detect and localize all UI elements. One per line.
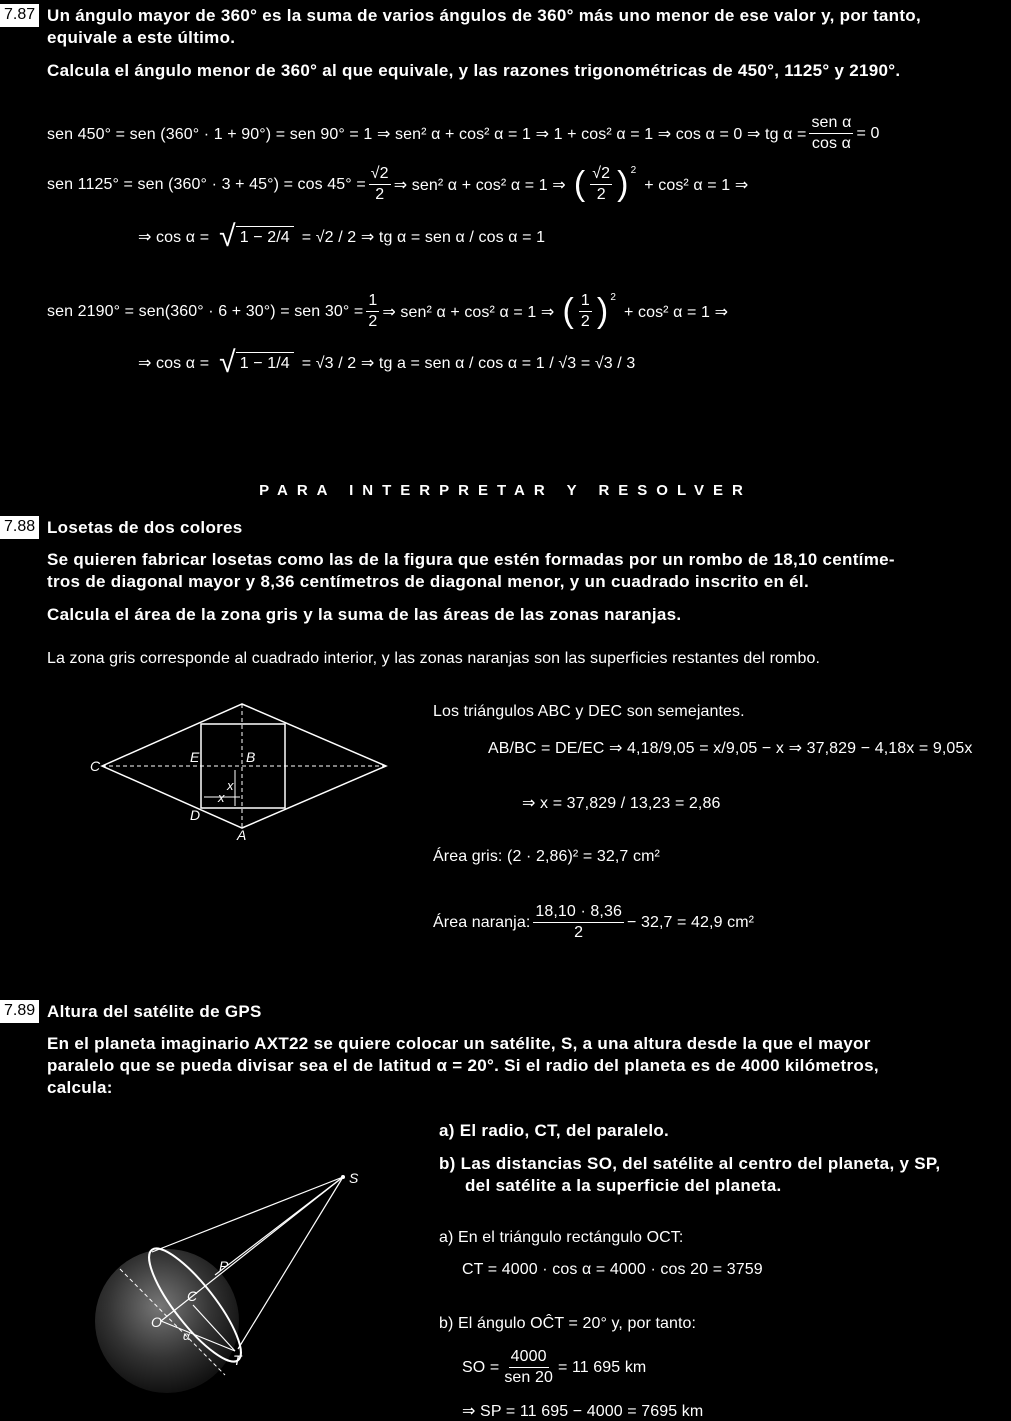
fraction-sqrt2-over-2-b — [590, 165, 612, 204]
math-450-end: = 0 — [856, 124, 880, 142]
planet — [95, 1249, 239, 1393]
statement-788-line1: Se quieren fabricar losetas como las de la figura que estén formadas por un rombo de 18,10 centíme- — [47, 550, 895, 569]
frac-den: 2 — [580, 313, 590, 330]
question-788: Calcula el área de la zona gris y la suma de las áreas de las zonas naranjas. — [47, 605, 682, 624]
frac-num: √2 — [590, 165, 612, 185]
fraction-one-half-b — [579, 292, 592, 331]
math-cos-1125-result: = √2 / 2 ⇒ tg α = sen α / cos α = 1 — [301, 229, 546, 246]
label-A: A — [237, 827, 247, 843]
sqrt-radicand: 1 − 1/4 — [236, 352, 294, 375]
tangent-bottom — [238, 1177, 343, 1349]
so-result: = 11 695 km — [557, 1358, 647, 1376]
math-cos-2190-result: = √3 / 2 ⇒ tg a = sen α / cos α = 1 / √3 = √3 / 3 — [301, 355, 636, 372]
proportion-equation: AB/BC = DE/EC ⇒ 4,18/9,05 = x/9,05 − x ⇒ 37,829 − 4,18x = 9,05x — [488, 740, 973, 757]
frac-den: 2 — [375, 186, 385, 203]
frac-num: √2 — [369, 165, 391, 185]
math-450-text: sen 450° = sen (360° · 1 + 90°) = sen 90° = 1 ⇒ sen² α + cos² α = 1 ⇒ 1 + cos² α = 1 ⇒ cos α = 0 ⇒ tg α = — [47, 125, 807, 143]
orange-area-result: − 32,7 = 42,9 cm² — [626, 913, 755, 931]
orange-area-fraction — [533, 903, 624, 942]
solution-b-intro: b) El ángulo OĈT = 20° y, por tanto: — [439, 1315, 697, 1332]
statement-787-line1: Un ángulo mayor de 360° es la suma de varios ángulos de 360° más uno menor de ese valor y, por tanto, — [47, 6, 922, 25]
frac-num: 1 — [366, 292, 379, 312]
paren-close: ) — [596, 292, 609, 330]
rhombus-figure — [80, 700, 400, 848]
exponent-2: 2 — [610, 292, 616, 303]
label-C: C — [90, 758, 101, 774]
math-line-450 — [47, 114, 879, 153]
explanation-788: La zona gris corresponde al cuadrado interior, y las zonas naranjas son las superficies restantes del rombo. — [47, 650, 820, 667]
statement-788-line2: tros de diagonal mayor y 8,36 centímetros de diagonal menor, y un cuadrado inscrito en él. — [47, 572, 809, 591]
frac-den: sen 20 — [504, 1369, 553, 1386]
math-1125-end: + cos² α = 1 ⇒ — [644, 176, 749, 194]
problem-number-787: 7.87 — [0, 4, 39, 27]
statement-787-line2: equivale a este último. — [47, 28, 236, 47]
math-1125-text: sen 1125° = sen (360° · 3 + 45°) = cos 45° = — [47, 175, 366, 193]
math-line-1125 — [47, 165, 748, 204]
planet-satellite-figure — [95, 1165, 375, 1400]
label-P: P — [219, 1258, 229, 1274]
line-S-P — [215, 1177, 343, 1275]
statement-789-line1: En el planeta imaginario AXT22 se quiere colocar un satélite, S, a una altura desde la que el mayor — [47, 1034, 871, 1053]
label-B: B — [246, 749, 256, 765]
math-2190-end: + cos² α = 1 ⇒ — [624, 303, 729, 321]
paren-open: ( — [573, 165, 586, 203]
label-E: E — [190, 749, 200, 765]
math-cos-2190-label: ⇒ cos α = — [138, 355, 210, 372]
math-line-2190 — [47, 292, 728, 331]
fraction-one-half — [366, 292, 379, 331]
orange-area-label: Área naranja: — [433, 913, 531, 931]
paren-open: ( — [562, 292, 574, 330]
problem-number-789: 7.89 — [0, 1000, 39, 1023]
math-2190-text: sen 2190° = sen(360° · 6 + 30°) = sen 30° = — [47, 302, 364, 320]
item-b-789-line2: del satélite a la superficie del planeta. — [465, 1176, 782, 1195]
section-heading: PARA INTERPRETAR Y RESOLVER — [259, 482, 752, 499]
tangent-top — [152, 1177, 343, 1252]
so-label: SO = — [462, 1358, 500, 1376]
label-alpha: α — [183, 1329, 190, 1343]
frac-den: 2 — [596, 186, 606, 203]
math-line-1125-cos — [138, 220, 545, 254]
solution-b-sp: ⇒ SP = 11 695 − 4000 = 7695 km — [462, 1403, 704, 1420]
math-cos-1125-label: ⇒ cos α = — [138, 229, 210, 246]
exponent-2: 2 — [630, 165, 637, 176]
so-fraction — [502, 1348, 555, 1387]
frac-num: 4000 — [509, 1348, 549, 1368]
title-788: Losetas de dos colores — [47, 518, 243, 537]
question-787: Calcula el ángulo menor de 360° al que equivale, y las razones trigonométricas de 450°, 1125° y 2190°. — [47, 61, 901, 80]
title-789: Altura del satélite de GPS — [47, 1002, 262, 1021]
label-O: O — [151, 1314, 162, 1330]
problem-number-788: 7.88 — [0, 516, 39, 539]
statement-789-line3: calcula: — [47, 1078, 113, 1097]
solution-a-intro: a) En el triángulo rectángulo OCT: — [439, 1229, 684, 1246]
statement-789-line2: paralelo que se pueda divisar sea el de latitud α = 20°. Si el radio del planeta es de 4000 kilómetros, — [47, 1056, 879, 1075]
sqrt-sign: √ — [219, 220, 236, 253]
label-x-horizontal: x — [218, 790, 225, 805]
sqrt-radicand: 1 − 2/4 — [236, 226, 294, 249]
label-x-vertical: x — [227, 778, 234, 793]
math-2190-identity: ⇒ sen² α + cos² α = 1 ⇒ — [382, 303, 555, 321]
frac-num: sen α — [809, 114, 853, 134]
fraction-tg-450 — [809, 114, 853, 153]
x-solution: ⇒ x = 37,829 / 13,23 = 2,86 — [522, 795, 721, 812]
item-b-789-line1: b) Las distancias SO, del satélite al centro del planeta, y SP, — [439, 1154, 941, 1173]
label-S: S — [349, 1170, 359, 1186]
sqrt-sign: √ — [219, 346, 236, 379]
satellite-point — [341, 1175, 345, 1179]
label-C: C — [187, 1288, 198, 1304]
fraction-sqrt2-over-2 — [369, 165, 391, 204]
label-D: D — [190, 807, 201, 823]
solution-a-equation: CT = 4000 · cos α = 4000 · cos 20 = 3759 — [462, 1261, 763, 1278]
item-a-789: a) El radio, CT, del paralelo. — [439, 1121, 670, 1140]
solution-b-equation — [462, 1348, 646, 1387]
frac-den: cos α — [811, 135, 851, 152]
similar-triangles: Los triángulos ABC y DEC son semejantes. — [433, 703, 745, 720]
paren-close: ) — [617, 165, 629, 203]
gray-area: Área gris: (2 · 2,86)² = 32,7 cm² — [433, 848, 660, 865]
frac-den: 2 — [368, 313, 378, 330]
orange-area — [433, 903, 754, 942]
frac-num: 1 — [579, 292, 592, 312]
frac-den: 2 — [574, 924, 584, 941]
math-1125-identity: ⇒ sen² α + cos² α = 1 ⇒ — [393, 176, 566, 194]
frac-num: 18,10 · 8,36 — [533, 903, 624, 923]
math-line-2190-cos — [138, 346, 635, 380]
label-T: T — [233, 1352, 242, 1368]
